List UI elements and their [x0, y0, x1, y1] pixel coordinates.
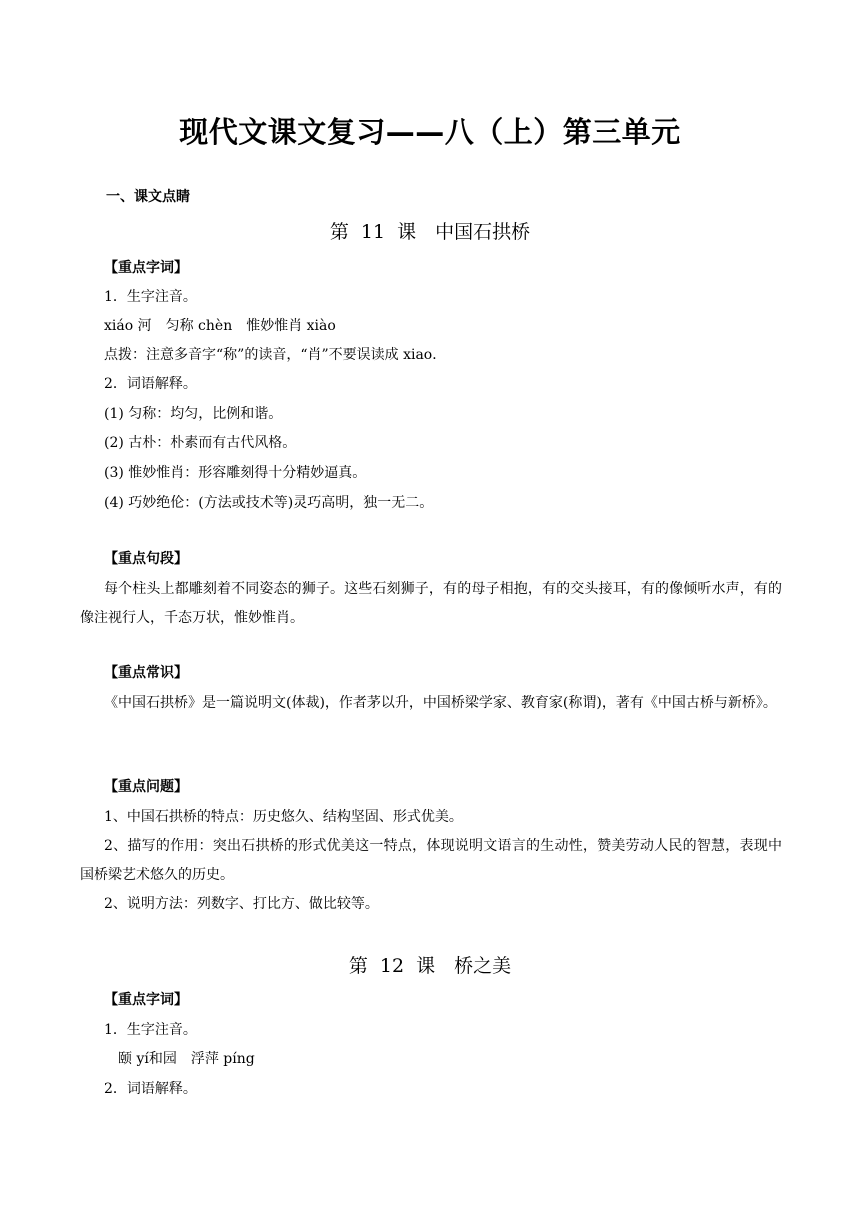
vocab-item: (3) 惟妙惟肖：形容雕刻得十分精妙逼真。 — [104, 465, 367, 481]
vocab-item: (4) 巧妙绝伦：(方法或技术等)灵巧高明，独一无二。 — [104, 495, 434, 511]
lesson-11-sentences-text: 每个柱头上都雕刻着不同姿态的狮子。这些石刻狮子，有的母子相抱，有的交头接耳，有的像倾听水声，有的像注视行人，千态万状，惟妙惟肖。 — [80, 581, 782, 626]
lesson-11-question-1: 1、中国石拱桥的特点：历史悠久、结构坚固、形式优美。 — [104, 809, 463, 825]
lesson-11-question-2: 2、描写的作用：突出石拱桥的形式优美这一特点，体现说明文语言的生动性，赞美劳动人民的智慧，表现中国桥梁艺术悠久的历史。 — [80, 838, 782, 883]
vocab-item: (1) 匀称：均匀，比例和谐。 — [104, 406, 283, 422]
lesson-12-title: 第 12 课 桥之美 — [348, 955, 512, 977]
lesson-11-knowledge-text: 《中国石拱桥》是一篇说明文(体裁)，作者茅以升，中国桥梁学家、教育家(称谓)，著有《中国古桥与新桥》。 — [104, 695, 777, 711]
lesson-11-pinyin-tip: 点拨：注意多音字“称”的读音，“肖”不要误读成 xiao． — [104, 347, 447, 363]
lesson-11-knowledge-tag: 【重点常识】 — [104, 665, 188, 681]
lesson-11-questions-tag: 【重点问题】 — [104, 779, 188, 795]
lesson-12-vocab-heading: 2．词语解释。 — [104, 1081, 197, 1097]
lesson-11-pinyin-content: xiáo 河 匀称 chèn 惟妙惟肖 xiào — [104, 318, 336, 334]
page-title: 现代文课文复习——八（上）第三单元 — [179, 115, 681, 149]
lesson-11-title: 第 11 课 中国石拱桥 — [329, 221, 531, 243]
vocab-item: (2) 古朴：朴素而有古代风格。 — [104, 435, 297, 451]
lesson-12-pinyin-content: 颐 yí和园 浮萍 píng — [118, 1051, 255, 1067]
lesson-11-pinyin-heading: 1．生字注音。 — [104, 289, 197, 305]
lesson-11-words-tag: 【重点字词】 — [104, 260, 188, 276]
section-heading: 一、课文点睛 — [106, 189, 190, 205]
lesson-11-question-3: 2、说明方法：列数字、打比方、做比较等。 — [104, 896, 379, 912]
lesson-12-pinyin-heading: 1．生字注音。 — [104, 1022, 197, 1038]
lesson-12-words-tag: 【重点字词】 — [104, 992, 188, 1008]
lesson-11-sentences-tag: 【重点句段】 — [104, 551, 188, 567]
lesson-11-vocab-heading: 2．词语解释。 — [104, 376, 197, 392]
